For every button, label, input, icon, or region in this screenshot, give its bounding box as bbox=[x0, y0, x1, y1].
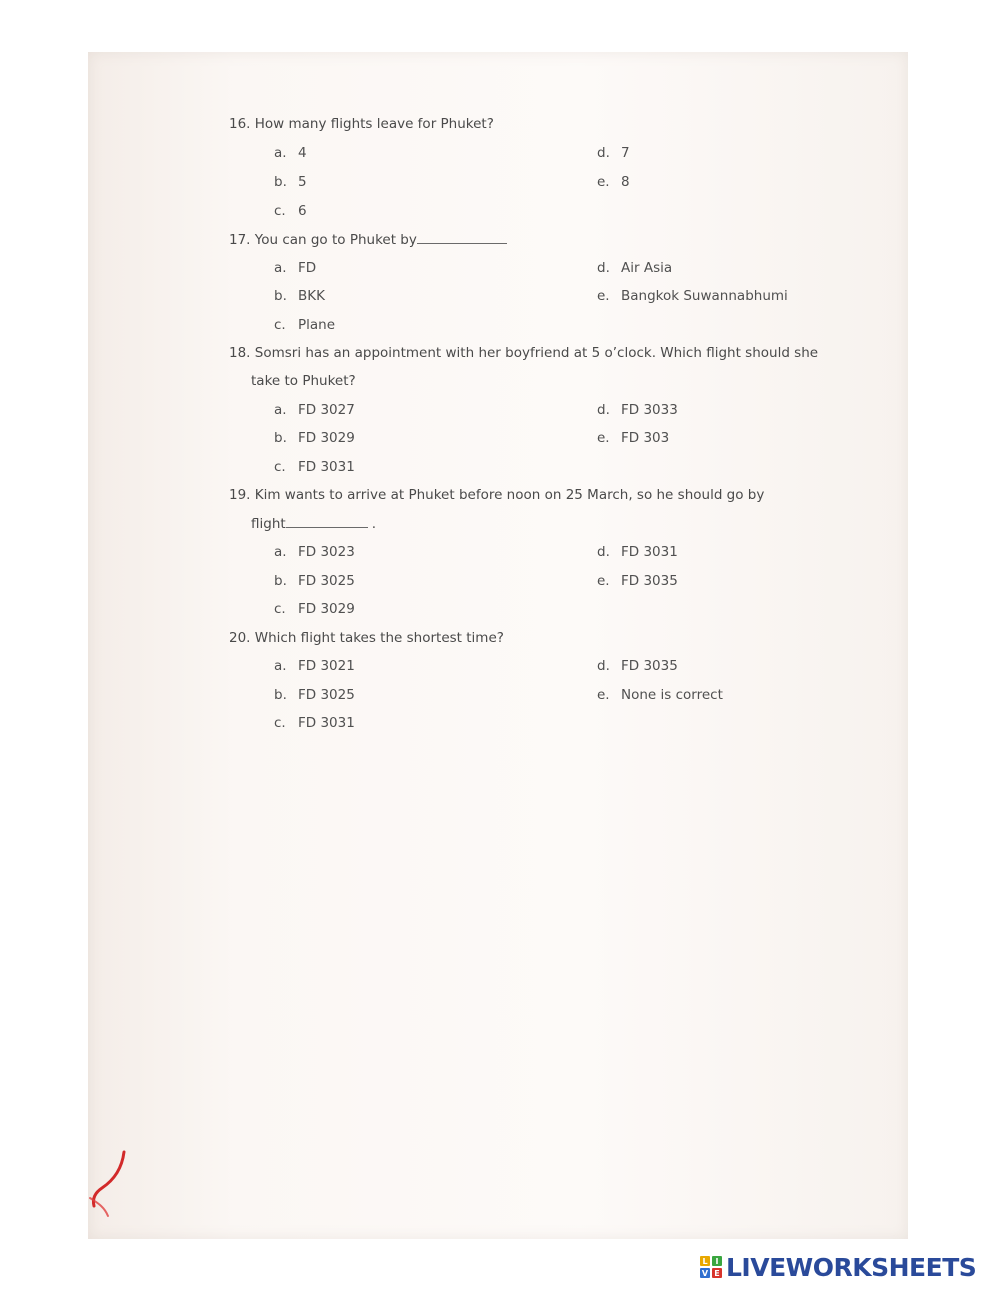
option-text: FD 3027 bbox=[298, 402, 355, 418]
option-text: FD bbox=[298, 260, 317, 276]
option-letter: a. bbox=[274, 260, 287, 276]
brand-name: LIVEWORKSHEETS bbox=[726, 1252, 977, 1282]
question-17-text: 17. You can go to Phuket by bbox=[229, 232, 417, 248]
option-letter: e. bbox=[597, 430, 610, 446]
logo-tile: I bbox=[712, 1256, 722, 1266]
option-letter: d. bbox=[597, 658, 610, 674]
option bbox=[597, 687, 723, 703]
option-text: 4 bbox=[298, 145, 307, 161]
option-text: FD 3023 bbox=[298, 544, 355, 560]
option-letter: c. bbox=[274, 459, 286, 475]
option-text: FD 3031 bbox=[298, 715, 355, 731]
option-letter: b. bbox=[274, 430, 287, 446]
option-letter: e. bbox=[597, 174, 610, 190]
option-text: FD 3029 bbox=[298, 430, 355, 446]
answer-blank[interactable] bbox=[417, 231, 507, 244]
option-letter: e. bbox=[597, 573, 610, 589]
option bbox=[274, 174, 307, 190]
option-letter: a. bbox=[274, 145, 287, 161]
option-text: Bangkok Suwannabhumi bbox=[621, 288, 788, 304]
question-16-stem: 16. How many flights leave for Phuket? bbox=[229, 116, 494, 132]
option-text: FD 3035 bbox=[621, 658, 678, 674]
option-text: FD 3033 bbox=[621, 402, 678, 418]
option bbox=[597, 658, 678, 674]
option bbox=[274, 459, 355, 475]
option-letter: d. bbox=[597, 145, 610, 161]
option-letter: b. bbox=[274, 288, 287, 304]
option bbox=[274, 687, 355, 703]
option bbox=[274, 544, 355, 560]
option bbox=[597, 544, 678, 560]
question-20-stem: 20. Which flight takes the shortest time? bbox=[229, 630, 504, 646]
option-text: None is correct bbox=[621, 687, 723, 703]
answer-blank[interactable] bbox=[286, 515, 368, 528]
option bbox=[274, 317, 335, 333]
option bbox=[597, 430, 669, 446]
option-text: FD 3031 bbox=[298, 459, 355, 475]
option-letter: b. bbox=[274, 573, 287, 589]
logo-icon bbox=[700, 1256, 722, 1278]
option-letter: c. bbox=[274, 203, 286, 219]
option bbox=[597, 288, 788, 304]
question-19-stem: 19. Kim wants to arrive at Phuket before noon on 25 March, so he should go by bbox=[229, 487, 765, 503]
red-pen-mark bbox=[88, 1150, 138, 1220]
option bbox=[597, 145, 630, 161]
question-19-text: flight bbox=[251, 516, 286, 532]
option-letter: b. bbox=[274, 687, 287, 703]
option-text: 5 bbox=[298, 174, 307, 190]
question-19-stem-cont bbox=[251, 515, 376, 532]
option-text: FD 3025 bbox=[298, 687, 355, 703]
logo-tile: L bbox=[700, 1256, 710, 1266]
option bbox=[274, 260, 316, 276]
option-text: FD 3025 bbox=[298, 573, 355, 589]
question-18-stem: 18. Somsri has an appointment with her boyfriend at 5 o’clock. Which flight should she bbox=[229, 345, 819, 361]
question-17-stem bbox=[229, 231, 507, 248]
option-letter: d. bbox=[597, 402, 610, 418]
option-letter: d. bbox=[597, 260, 610, 276]
option bbox=[274, 658, 355, 674]
question-19-period: . bbox=[371, 516, 376, 532]
option-letter: a. bbox=[274, 658, 287, 674]
option-text: 6 bbox=[298, 203, 307, 219]
option-text: Plane bbox=[298, 317, 336, 333]
option bbox=[274, 715, 355, 731]
option bbox=[597, 402, 678, 418]
option bbox=[274, 430, 355, 446]
option-letter: e. bbox=[597, 288, 610, 304]
option-text: FD 3029 bbox=[298, 601, 355, 617]
option bbox=[274, 203, 307, 219]
option-text: FD 3021 bbox=[298, 658, 355, 674]
option-letter: a. bbox=[274, 402, 287, 418]
option bbox=[274, 288, 325, 304]
option bbox=[274, 573, 355, 589]
option-text: FD 3035 bbox=[621, 573, 678, 589]
option-text: BKK bbox=[298, 288, 325, 304]
option bbox=[597, 260, 672, 276]
option-text: FD 303 bbox=[621, 430, 670, 446]
option bbox=[274, 402, 355, 418]
question-18-stem-cont: take to Phuket? bbox=[251, 373, 356, 389]
option-text: 7 bbox=[621, 145, 630, 161]
option-text: FD 3031 bbox=[621, 544, 678, 560]
option-letter: c. bbox=[274, 317, 286, 333]
option-letter: c. bbox=[274, 601, 286, 617]
option bbox=[597, 573, 678, 589]
logo-tile: E bbox=[712, 1268, 722, 1278]
option-text: 8 bbox=[621, 174, 630, 190]
logo-tile: V bbox=[701, 1268, 709, 1278]
option bbox=[597, 174, 630, 190]
option-letter: d. bbox=[597, 544, 610, 560]
option-letter: a. bbox=[274, 544, 287, 560]
option bbox=[274, 601, 355, 617]
option bbox=[274, 145, 307, 161]
option-text: Air Asia bbox=[621, 260, 673, 276]
option-letter: b. bbox=[274, 174, 287, 190]
option-letter: e. bbox=[597, 687, 610, 703]
option-letter: c. bbox=[274, 715, 286, 731]
liveworksheets-logo[interactable] bbox=[700, 1252, 976, 1282]
